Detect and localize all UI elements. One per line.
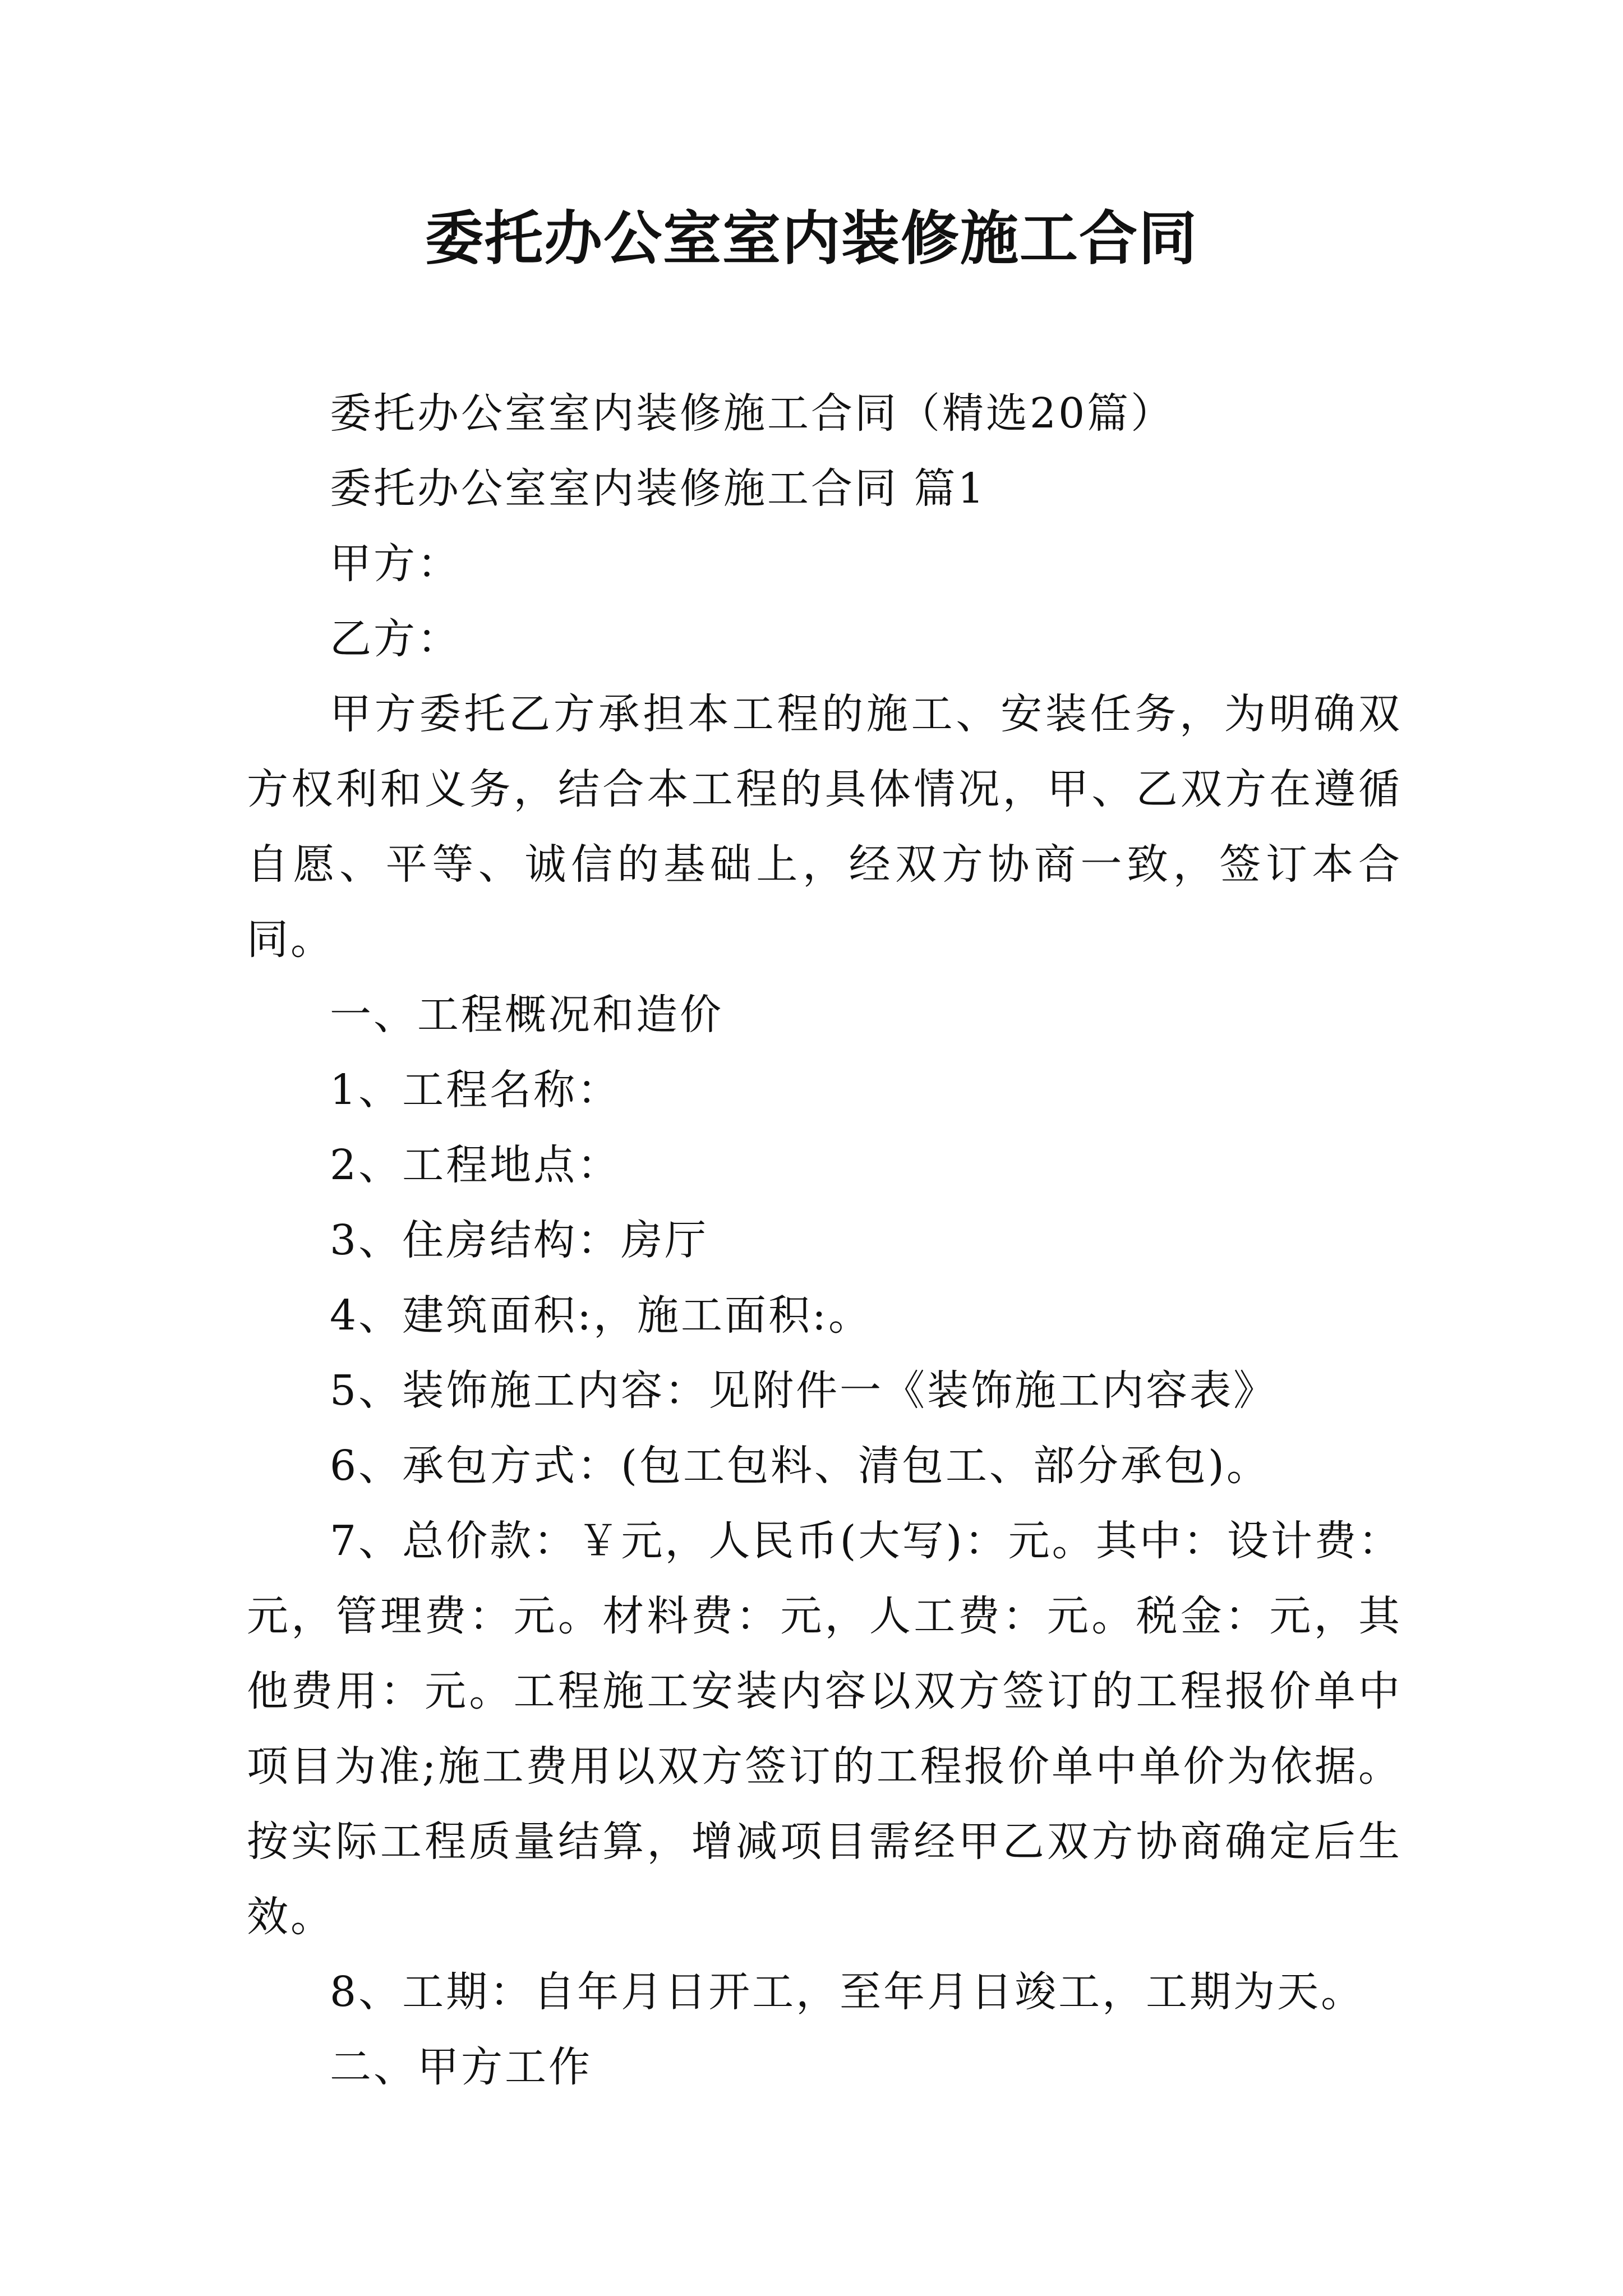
paragraph-item-7: 7、总价款：￥元，人民币(大写)：元。其中：设计费：元，管理费：元。材料费：元，人工费：元。税金：元，其他费用：元。工程施工安装内容以双方签订的工程报价单中项目为准;施工费用以双方签订的工程报价单中单价为依据。按实际工程质量结算，增减项目需经甲乙双方协商确定后生效。 [247,1517,1402,1941]
paragraph-preamble: 甲方委托乙方承担本工程的施工、安装任务，为明确双方权利和义务，结合本工程的具体情况，甲、乙双方在遵循自愿、平等、诚信的基础上，经双方协商一致，签订本合同。 [247,690,1402,964]
document-body [247,376,1402,2105]
paragraph-item-6: 6、承包方式：(包工包料、清包工、部分承包)。 [330,1442,1270,1490]
paragraph-item-5: 5、装饰施工内容：见附件一《装饰施工内容表》 [330,1366,1278,1415]
paragraph-heading-2: 二、甲方工作 [330,2043,592,2091]
paragraph-item-3: 3、住房结构：房厅 [330,1216,709,1264]
document-title: 委托办公室室内装修施工合同 [425,204,1198,273]
paragraph-subtitle: 委托办公室室内装修施工合同（精选20篇） [330,389,1175,438]
paragraph-item-2: 2、工程地点： [330,1141,621,1189]
paragraph-section-heading: 委托办公室室内装修施工合同 篇1 [330,464,986,513]
paragraph-party-b: 乙方： [330,615,461,663]
paragraph-party-a: 甲方： [330,540,461,588]
paragraph-item-1: 1、工程名称： [330,1066,621,1114]
paragraph-item-8: 8、工期：自年月日开工，至年月日竣工，工期为天。 [330,1968,1365,2016]
paragraph-heading-1: 一、工程概况和造价 [330,991,723,1039]
paragraph-item-4: 4、建筑面积:，施工面积:。 [330,1291,872,1340]
